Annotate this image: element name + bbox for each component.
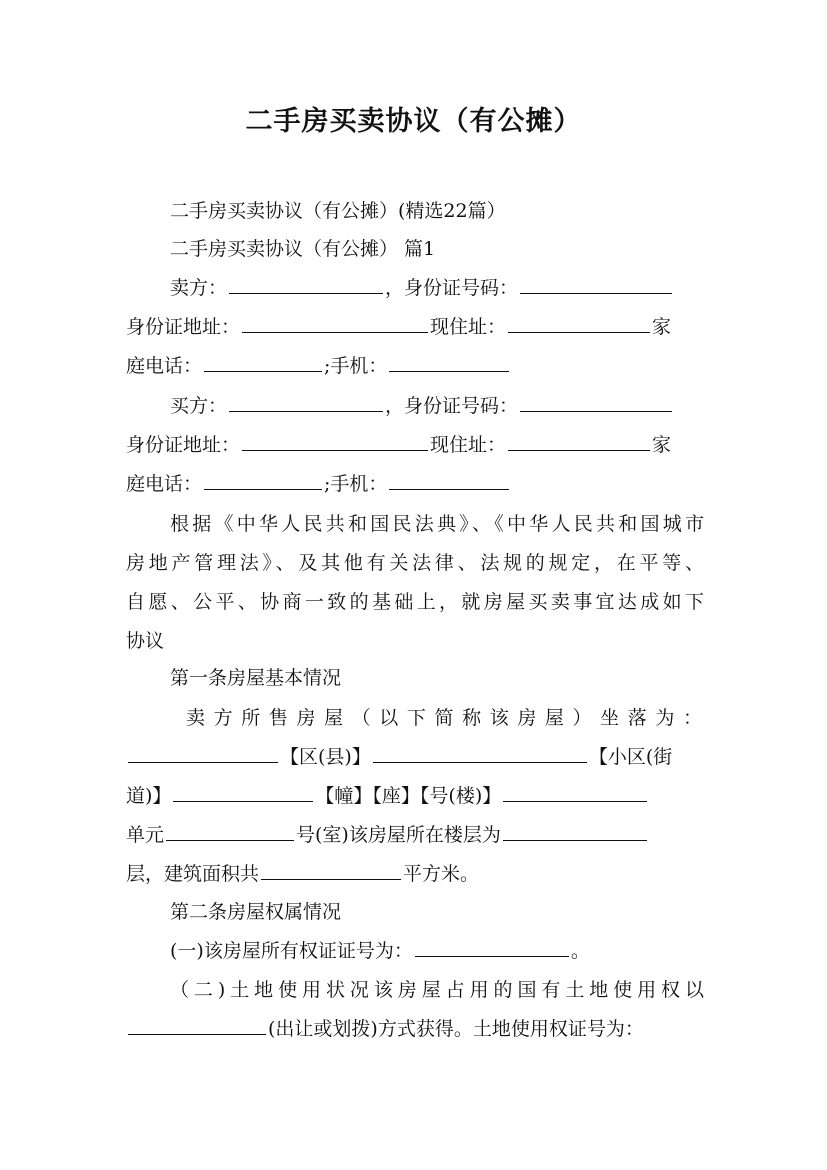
- seller-line: [170, 270, 704, 307]
- basis-line-4: 协议: [126, 630, 165, 652]
- land-cert-text: (出让或划拨)方式获得。土地使用权证号为：: [268, 1018, 644, 1040]
- seller-addr-label: 身份证地址：: [126, 316, 241, 338]
- buyer-phone-line: [126, 466, 704, 503]
- article-2-line-1: [170, 933, 704, 970]
- road-blank[interactable]: [173, 779, 313, 802]
- seller-name-blank[interactable]: [229, 271, 383, 294]
- floor-blank[interactable]: [503, 818, 647, 841]
- basis-line-3: 自愿、公平、协商一致的基础上，就房屋买卖事宜达成如下: [126, 591, 704, 613]
- article-1-line-4: [126, 817, 704, 854]
- seller-mobile-label: ;手机：: [324, 355, 388, 377]
- floor-text: 层，建筑面积共: [126, 863, 260, 885]
- basis-line-1: 根据《中华人民共和国民法典》、《中华人民共和国城市: [170, 513, 704, 535]
- article-1-line-2: [126, 739, 704, 776]
- unit-text: 单元: [126, 824, 165, 846]
- buyer-id-blank[interactable]: [520, 389, 672, 412]
- buyer-name-blank[interactable]: [229, 389, 383, 412]
- cert-no-label: (一)该房屋所有权证证号为：: [170, 940, 413, 962]
- community-text: 【小区(街: [588, 746, 673, 768]
- buyer-addr-blank[interactable]: [242, 428, 428, 451]
- seller-label: 卖方：: [170, 277, 228, 299]
- district-blank[interactable]: [373, 740, 587, 763]
- chapter-heading: 二手房买卖协议（有公摊） 篇1: [170, 238, 436, 260]
- seller-phone-line: [126, 348, 704, 385]
- road-text: 道)】: [126, 785, 172, 807]
- buyer-address-line: [126, 427, 704, 464]
- article-2-line-3: [126, 1011, 704, 1048]
- building-text: 【幢】【座】【号(楼)】: [315, 785, 502, 807]
- article-2-heading: 第二条房屋权属情况: [170, 901, 342, 923]
- seller-tel-blank[interactable]: [204, 349, 322, 372]
- building-blank[interactable]: [503, 779, 647, 802]
- room-text: 号(室)该房屋所在楼层为: [296, 824, 501, 846]
- seller-cur-addr-blank[interactable]: [508, 310, 650, 333]
- buyer-mobile-label: ;手机：: [324, 473, 388, 495]
- article-1-heading: 第一条房屋基本情况: [170, 667, 342, 689]
- location-blank[interactable]: [128, 740, 278, 763]
- seller-home-text: 家: [652, 316, 672, 338]
- unit-blank[interactable]: [166, 818, 294, 841]
- buyer-cur-addr-blank[interactable]: [508, 428, 650, 451]
- buyer-line: [170, 388, 704, 425]
- sqm-text: 平方米。: [403, 863, 480, 885]
- district-text: 【区(县)】: [280, 746, 371, 768]
- seller-id-blank[interactable]: [520, 271, 672, 294]
- area-blank[interactable]: [261, 857, 401, 880]
- seller-cur-addr-label: 现住址：: [430, 316, 507, 338]
- buyer-cur-addr-label: 现住址：: [430, 434, 507, 456]
- seller-address-line: [126, 309, 704, 346]
- buyer-mobile-blank[interactable]: [389, 467, 509, 490]
- seller-addr-blank[interactable]: [242, 310, 428, 333]
- seller-mobile-blank[interactable]: [389, 349, 509, 372]
- cert-no-blank[interactable]: [415, 934, 569, 957]
- article-2-line-2: （二)土地使用状况该房屋占用的国有土地使用权以: [170, 979, 704, 1001]
- article-1-line-5: [126, 856, 704, 893]
- cert-no-end: 。: [570, 940, 590, 962]
- buyer-tel-blank[interactable]: [204, 467, 322, 490]
- article-1-line-1: 卖方所售房屋（以下简称该房屋）坐落为：: [186, 707, 702, 729]
- buyer-tel-label: 庭电话：: [126, 473, 203, 495]
- buyer-addr-label: 身份证地址：: [126, 434, 241, 456]
- buyer-label: 买方：: [170, 395, 228, 417]
- seller-tel-label: 庭电话：: [126, 355, 203, 377]
- document-title: 二手房买卖协议（有公摊）: [245, 106, 582, 137]
- buyer-home-text: 家: [652, 434, 672, 456]
- subtitle: 二手房买卖协议（有公摊）(精选22篇）: [170, 200, 506, 222]
- land-method-blank[interactable]: [128, 1012, 266, 1035]
- seller-id-label: ，身份证号码：: [385, 277, 519, 299]
- buyer-id-label: ，身份证号码：: [385, 395, 519, 417]
- basis-line-2: 房地产管理法》、及其他有关法律、法规的规定，在平等、: [126, 552, 704, 574]
- article-1-line-3: [126, 778, 704, 815]
